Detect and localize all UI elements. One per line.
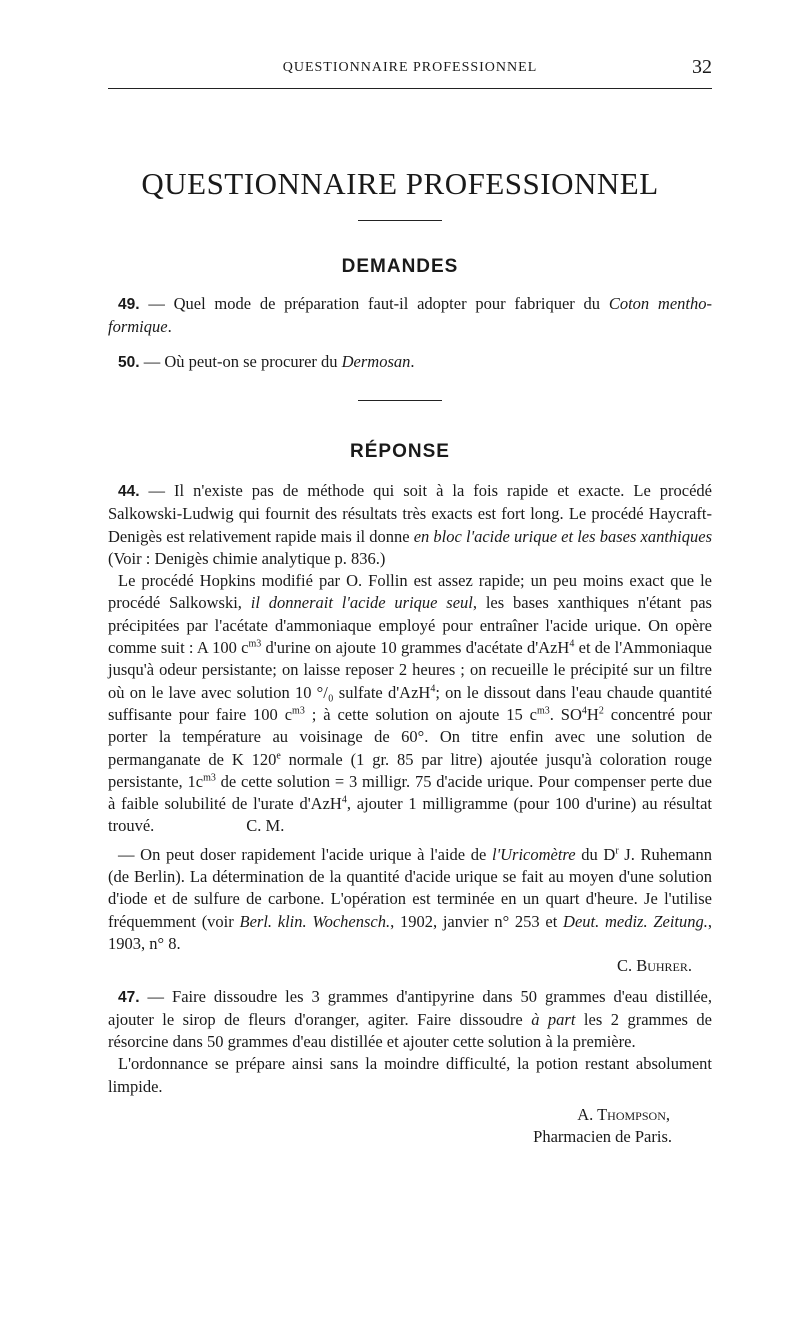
answer-text: normale (1 gr. 85 par litre) ajoutée jusqu'à coloration rouge persistante, 1c [108,749,712,791]
answer-text: et de l'Ammoniaque jusqu'à odeur persistante; on laisse reposer 2 heures ; on recueille le précipité sur un filtre où on le lave avec solution 10 [108,638,712,702]
answer-text: , les bases xanthiques n'étant pas précipitées par l'acétate d'ammoniaque employé pour entraîner l'acide urique. On opère comme suit : A 100 c [108,593,712,658]
answer-text: les 2 grammes de résorcine dans 50 grammes d'eau distillée et ajouter cette solution à la première. [108,1009,712,1052]
running-title: QUESTIONNAIRE PROFESSIONNEL [282,60,538,75]
signature-thompson [108,1104,712,1126]
answer-text: J. Ruhemann (de Berlin). La détermination de la quantité d'acide urique se fait au moyen d'une solution d'iode et de sulfure de carbone. L'opération est terminée en un quart d'heure. Je l'utilise fréquemment (voir [108,844,712,931]
question-50 [108,351,712,374]
answer-number: 47. [118,988,140,1006]
question-49 [108,293,712,339]
superscript: 2 [598,705,604,717]
question-end: . [410,351,415,371]
answer-text: , 1902, janvier n° 253 et [390,911,564,931]
answer-text: . SO [549,704,582,724]
question-number: 49. [118,296,140,313]
answer-text: — Il n'existe pas de méthode qui soit à la fois rapide et exacte. Le procédé Salkowski-Ludwig qui fournit des résultats très exacts est fort long. Le procédé Haycraft-Denigès est relativement rapide mais il donne [108,481,712,546]
answer-text: H [586,704,599,724]
question-end: . [167,317,172,337]
percent-sign: °/₀ [316,682,334,702]
answer-italic: il donnerait l'acide urique seul [250,593,473,613]
answer-text: — On peut doser rapidement l'acide urique à l'aide de [118,844,492,864]
divider-rule [358,220,442,221]
answer-47-paragraph-1 [108,986,712,1054]
signature-affiliation [108,1126,712,1148]
question-italic: Coton mentho-formique [108,294,712,337]
question-italic: Dermosan [341,351,411,371]
answer-text: concentré pour porter la température au voisinage de 60°. On titre enfin avec une solution de permanganate de K 120 [108,704,713,769]
signature: C. Buhrer. [616,956,692,976]
answer-text: , ajouter 1 milligramme (pour 100 d'urine) au résultat trouvé. [108,794,712,836]
superscript: m3 [536,705,550,717]
page-number: 32 [692,56,712,78]
signature-buhrer [108,955,712,977]
answer-text: Le procédé Hopkins modifié par O. Follin est assez rapide; un peu moins exact que le procédé Salkowski, [108,571,712,613]
superscript: m3 [292,705,305,717]
answer-italic: Berl. klin. Wochensch. [239,911,391,931]
answer-text: ; on le dissout dans l'eau chaude quantité suffisante pour faire 100 c [108,682,712,724]
answer-44-paragraph-1 [108,480,712,570]
answer-text: du D [575,844,616,864]
signature: C. M. [246,816,285,836]
demandes-block [108,293,712,374]
signature: A. Thompson, [577,1105,670,1125]
answer-text: (Voir : Denigès chimie analytique p. 836.) [108,548,386,568]
page-title: QUESTIONNAIRE PROFESSIONNEL [141,166,659,201]
section-heading-reponse: RÉPONSE [350,441,450,462]
answer-text: d'urine on ajoute 10 grammes d'acétate d'AzH [261,638,570,658]
affiliation: Pharmacien de Paris. [533,1127,672,1147]
superscript: m3 [203,772,216,784]
answer-italic: à part [531,1009,576,1029]
answer-number: 44. [118,483,140,500]
answer-text: ; à cette solution on ajoute 15 c [304,704,537,724]
superscript: 4 [430,683,436,695]
question-text: — Quel mode de préparation faut-il adopter pour fabriquer du [139,294,609,313]
answer-italic: en bloc l'acide urique et les bases xanthiques [413,526,712,546]
answer-text: L'ordonnance se prépare ainsi sans la moindre difficulté, la potion restant absolument limpide. [108,1054,712,1096]
superscript: 4 [581,705,587,717]
answer-44-paragraph-3 [108,844,712,955]
superscript: e [276,750,281,762]
answer-text: — Faire dissoudre les 3 grammes d'antipyrine dans 50 grammes d'eau distillée, ajouter le sirop de fleurs d'oranger, agiter. Faire dissoudre [108,986,712,1029]
superscript: r [615,845,619,857]
answer-text: , 1903, n° 8. [108,911,712,953]
answer-44-paragraph-2 [108,570,712,838]
question-number: 50. [118,353,140,371]
answer-italic: l'Uricomètre [492,844,576,864]
answer-47-paragraph-2 [108,1053,712,1098]
answer-text: sulfate d'AzH [333,682,431,702]
answer-text: de cette solution = 3 milligr. 75 d'acide urique. Pour compenser perte due à faible solubilité de l'urate d'AzH [108,771,712,814]
divider-rule [358,400,442,401]
reponse-block [108,480,712,1149]
section-heading-demandes: DEMANDES [341,256,459,277]
question-text: — Où peut-on se procurer du [139,351,342,371]
running-header [108,56,712,89]
superscript: 4 [569,638,575,650]
superscript: m3 [248,638,262,650]
answer-italic: Deut. mediz. Zeitung. [563,911,708,931]
superscript: 4 [341,794,347,806]
